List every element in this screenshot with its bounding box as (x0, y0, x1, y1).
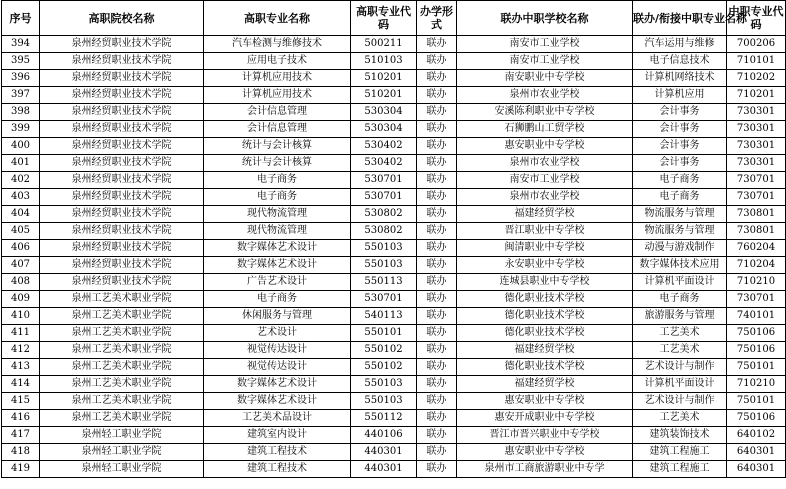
secondary-major-cell: 物流服务与管理 (633, 223, 727, 240)
table-row (2, 206, 786, 223)
major-code-cell: 550102 (351, 359, 417, 376)
major-code-cell: 530402 (351, 155, 417, 172)
table-row (2, 104, 786, 121)
major-code-cell: 550112 (351, 410, 417, 427)
table-row (2, 257, 786, 274)
mode-cell: 联办 (417, 410, 457, 427)
secondary-code-cell: 640301 (727, 461, 786, 478)
table-row (2, 291, 786, 308)
major-code-cell: 550102 (351, 342, 417, 359)
index-cell: 404 (2, 206, 40, 223)
major-cell: 计算机应用技术 (204, 70, 351, 87)
table-row (2, 427, 786, 444)
secondary-school-cell: 惠安职业中专学校 (457, 393, 633, 410)
index-cell: 415 (2, 393, 40, 410)
major-code-cell: 440106 (351, 427, 417, 444)
college-cell: 泉州工艺美术职业学院 (40, 325, 204, 342)
index-cell: 394 (2, 36, 40, 53)
major-code-cell: 530701 (351, 172, 417, 189)
table-row (2, 444, 786, 461)
secondary-school-cell: 德化职业技术学校 (457, 325, 633, 342)
secondary-school-cell: 石狮鹏山工贸学校 (457, 121, 633, 138)
mode-cell: 联办 (417, 87, 457, 104)
major-code-cell: 440301 (351, 461, 417, 478)
college-cell: 泉州工艺美术职业学院 (40, 308, 204, 325)
index-cell: 399 (2, 121, 40, 138)
secondary-school-cell: 泉州市农业学校 (457, 155, 633, 172)
secondary-major-cell: 工艺美术 (633, 342, 727, 359)
secondary-major-cell: 会计事务 (633, 104, 727, 121)
major-cell: 统计与会计核算 (204, 138, 351, 155)
index-cell: 412 (2, 342, 40, 359)
college-cell: 泉州工艺美术职业学院 (40, 342, 204, 359)
col-header-mode: 办学形式 (417, 1, 457, 36)
index-cell: 408 (2, 274, 40, 291)
table-row (2, 274, 786, 291)
secondary-code-cell: 730801 (727, 206, 786, 223)
mode-cell: 联办 (417, 308, 457, 325)
major-code-cell: 530701 (351, 189, 417, 206)
major-code-cell: 530701 (351, 291, 417, 308)
index-cell: 419 (2, 461, 40, 478)
secondary-code-cell: 730801 (727, 223, 786, 240)
major-cell: 视觉传达设计 (204, 359, 351, 376)
major-cell: 现代物流管理 (204, 206, 351, 223)
college-cell: 泉州经贸职业技术学院 (40, 189, 204, 206)
mode-cell: 联办 (417, 461, 457, 478)
mode-cell: 联办 (417, 206, 457, 223)
secondary-code-cell: 740101 (727, 308, 786, 325)
major-code-cell: 550103 (351, 240, 417, 257)
table-row (2, 376, 786, 393)
mode-cell: 联办 (417, 257, 457, 274)
table-row (2, 138, 786, 155)
secondary-code-cell: 710210 (727, 376, 786, 393)
mode-cell: 联办 (417, 444, 457, 461)
major-code-cell: 510201 (351, 87, 417, 104)
major-cell: 休闲服务与管理 (204, 308, 351, 325)
college-cell: 泉州经贸职业技术学院 (40, 138, 204, 155)
major-code-cell: 510103 (351, 53, 417, 70)
secondary-major-cell: 计算机应用 (633, 87, 727, 104)
secondary-school-cell: 南安市工业学校 (457, 172, 633, 189)
major-code-cell: 540113 (351, 308, 417, 325)
college-cell: 泉州经贸职业技术学院 (40, 206, 204, 223)
major-cell: 会计信息管理 (204, 121, 351, 138)
secondary-code-cell: 710201 (727, 87, 786, 104)
secondary-school-cell: 泉州市农业学校 (457, 87, 633, 104)
major-cell: 应用电子技术 (204, 53, 351, 70)
major-cell: 艺术设计 (204, 325, 351, 342)
col-header-index: 序号 (2, 1, 40, 36)
major-cell: 计算机应用技术 (204, 87, 351, 104)
major-code-cell: 550113 (351, 274, 417, 291)
secondary-major-cell: 艺术设计与制作 (633, 359, 727, 376)
mode-cell: 联办 (417, 104, 457, 121)
secondary-code-cell: 710202 (727, 70, 786, 87)
index-cell: 407 (2, 257, 40, 274)
index-cell: 418 (2, 444, 40, 461)
secondary-code-cell: 730701 (727, 291, 786, 308)
table-row (2, 240, 786, 257)
secondary-school-cell: 永安职业中专学校 (457, 257, 633, 274)
college-cell: 泉州经贸职业技术学院 (40, 240, 204, 257)
college-cell: 泉州经贸职业技术学院 (40, 87, 204, 104)
secondary-code-cell: 730701 (727, 189, 786, 206)
college-cell: 泉州经贸职业技术学院 (40, 70, 204, 87)
secondary-school-cell: 德化职业技术学校 (457, 359, 633, 376)
index-cell: 416 (2, 410, 40, 427)
table-row (2, 342, 786, 359)
college-cell: 泉州经贸职业技术学院 (40, 53, 204, 70)
index-cell: 403 (2, 189, 40, 206)
mode-cell: 联办 (417, 138, 457, 155)
mode-cell: 联办 (417, 121, 457, 138)
secondary-major-cell: 工艺美术 (633, 410, 727, 427)
secondary-code-cell: 730301 (727, 121, 786, 138)
col-header-major: 高职专业名称 (204, 1, 351, 36)
secondary-school-cell: 安溪陈利职业中专学校 (457, 104, 633, 121)
secondary-code-cell: 640301 (727, 444, 786, 461)
secondary-major-cell: 会计事务 (633, 138, 727, 155)
major-cell: 电子商务 (204, 291, 351, 308)
col-header-secondary-major: 联办/衔接中职专业名称 (633, 1, 727, 36)
major-cell: 数字媒体艺术设计 (204, 257, 351, 274)
secondary-major-cell: 动漫与游戏制作 (633, 240, 727, 257)
mode-cell: 联办 (417, 376, 457, 393)
header-row (2, 1, 786, 36)
major-cell: 汽车检测与维修技术 (204, 36, 351, 53)
secondary-major-cell: 建筑工程施工 (633, 461, 727, 478)
major-cell: 数字媒体艺术设计 (204, 240, 351, 257)
index-cell: 414 (2, 376, 40, 393)
secondary-major-cell: 汽车运用与维修 (633, 36, 727, 53)
secondary-code-cell: 700206 (727, 36, 786, 53)
major-cell: 电子商务 (204, 172, 351, 189)
secondary-school-cell: 晋江职业中专学校 (457, 223, 633, 240)
secondary-code-cell: 750101 (727, 359, 786, 376)
table-row (2, 359, 786, 376)
major-code-cell: 440301 (351, 444, 417, 461)
table-row (2, 53, 786, 70)
major-code-cell: 550103 (351, 257, 417, 274)
table-row (2, 36, 786, 53)
table-row (2, 172, 786, 189)
secondary-major-cell: 电子商务 (633, 291, 727, 308)
major-cell: 建筑室内设计 (204, 427, 351, 444)
college-cell: 泉州轻工职业学院 (40, 461, 204, 478)
index-cell: 395 (2, 53, 40, 70)
secondary-major-cell: 计算机网络技术 (633, 70, 727, 87)
table-row (2, 461, 786, 478)
secondary-code-cell: 730701 (727, 172, 786, 189)
college-cell: 泉州工艺美术职业学院 (40, 410, 204, 427)
secondary-school-cell: 德化职业技术学校 (457, 291, 633, 308)
mode-cell: 联办 (417, 274, 457, 291)
table-row (2, 155, 786, 172)
col-header-college: 高职院校名称 (40, 1, 204, 36)
major-cell: 建筑工程技术 (204, 444, 351, 461)
secondary-school-cell: 泉州市农业学校 (457, 189, 633, 206)
secondary-school-cell: 南安职业中专学校 (457, 70, 633, 87)
secondary-major-cell: 电子信息技术 (633, 53, 727, 70)
table-row (2, 87, 786, 104)
secondary-major-cell: 会计事务 (633, 155, 727, 172)
mode-cell: 联办 (417, 342, 457, 359)
college-cell: 泉州经贸职业技术学院 (40, 172, 204, 189)
index-cell: 402 (2, 172, 40, 189)
enrollment-table (1, 0, 786, 478)
college-cell: 泉州经贸职业技术学院 (40, 257, 204, 274)
secondary-school-cell: 南安市工业学校 (457, 53, 633, 70)
major-code-cell: 530304 (351, 104, 417, 121)
college-cell: 泉州工艺美术职业学院 (40, 359, 204, 376)
table-row (2, 393, 786, 410)
major-cell: 广告艺术设计 (204, 274, 351, 291)
table-row (2, 410, 786, 427)
college-cell: 泉州经贸职业技术学院 (40, 223, 204, 240)
major-cell: 视觉传达设计 (204, 342, 351, 359)
major-cell: 会计信息管理 (204, 104, 351, 121)
index-cell: 409 (2, 291, 40, 308)
major-code-cell: 530802 (351, 206, 417, 223)
table-row (2, 308, 786, 325)
secondary-code-cell: 750106 (727, 325, 786, 342)
mode-cell: 联办 (417, 393, 457, 410)
secondary-major-cell: 艺术设计与制作 (633, 393, 727, 410)
secondary-school-cell: 惠安职业中专学校 (457, 138, 633, 155)
mode-cell: 联办 (417, 291, 457, 308)
index-cell: 411 (2, 325, 40, 342)
index-cell: 398 (2, 104, 40, 121)
mode-cell: 联办 (417, 240, 457, 257)
major-cell: 电子商务 (204, 189, 351, 206)
major-cell: 统计与会计核算 (204, 155, 351, 172)
major-code-cell: 510201 (351, 70, 417, 87)
college-cell: 泉州经贸职业技术学院 (40, 155, 204, 172)
college-cell: 泉州工艺美术职业学院 (40, 393, 204, 410)
secondary-code-cell: 750106 (727, 410, 786, 427)
table-row (2, 70, 786, 87)
secondary-major-cell: 建筑工程施工 (633, 444, 727, 461)
secondary-school-cell: 泉州市工商旅游职业中专学 (457, 461, 633, 478)
index-cell: 401 (2, 155, 40, 172)
table-row (2, 121, 786, 138)
secondary-major-cell: 建筑装饰技术 (633, 427, 727, 444)
secondary-school-cell: 德化职业技术学校 (457, 308, 633, 325)
index-cell: 413 (2, 359, 40, 376)
college-cell: 泉州经贸职业技术学院 (40, 121, 204, 138)
college-cell: 泉州工艺美术职业学院 (40, 291, 204, 308)
mode-cell: 联办 (417, 427, 457, 444)
major-code-cell: 550103 (351, 376, 417, 393)
secondary-school-cell: 闽清职业中专学校 (457, 240, 633, 257)
col-header-secondary-code: 中职专业代码 (727, 1, 786, 36)
secondary-school-cell: 福建经贸学校 (457, 342, 633, 359)
mode-cell: 联办 (417, 325, 457, 342)
secondary-major-cell: 工艺美术 (633, 325, 727, 342)
secondary-school-cell: 惠安职业中专学校 (457, 444, 633, 461)
college-cell: 泉州工艺美术职业学院 (40, 376, 204, 393)
major-cell: 建筑工程技术 (204, 461, 351, 478)
table-row (2, 189, 786, 206)
index-cell: 396 (2, 70, 40, 87)
table-row (2, 223, 786, 240)
major-code-cell: 500211 (351, 36, 417, 53)
major-code-cell: 550101 (351, 325, 417, 342)
mode-cell: 联办 (417, 359, 457, 376)
secondary-code-cell: 640102 (727, 427, 786, 444)
secondary-school-cell: 惠安开成职业中专学校 (457, 410, 633, 427)
secondary-major-cell: 物流服务与管理 (633, 206, 727, 223)
mode-cell: 联办 (417, 172, 457, 189)
col-header-secondary-school: 联办中职学校名称 (457, 1, 633, 36)
major-cell: 数字媒体艺术设计 (204, 393, 351, 410)
secondary-major-cell: 电子商务 (633, 189, 727, 206)
mode-cell: 联办 (417, 189, 457, 206)
secondary-school-cell: 南安市工业学校 (457, 36, 633, 53)
secondary-major-cell: 会计事务 (633, 121, 727, 138)
mode-cell: 联办 (417, 223, 457, 240)
major-cell: 工艺美术品设计 (204, 410, 351, 427)
secondary-school-cell: 福建经贸学校 (457, 376, 633, 393)
mode-cell: 联办 (417, 53, 457, 70)
index-cell: 397 (2, 87, 40, 104)
mode-cell: 联办 (417, 155, 457, 172)
major-code-cell: 550103 (351, 393, 417, 410)
major-code-cell: 530802 (351, 223, 417, 240)
secondary-major-cell: 计算机平面设计 (633, 376, 727, 393)
secondary-code-cell: 730301 (727, 138, 786, 155)
secondary-code-cell: 710204 (727, 257, 786, 274)
secondary-code-cell: 750101 (727, 393, 786, 410)
secondary-major-cell: 计算机平面设计 (633, 274, 727, 291)
secondary-code-cell: 760204 (727, 240, 786, 257)
table-row (2, 325, 786, 342)
major-code-cell: 530304 (351, 121, 417, 138)
secondary-major-cell: 旅游服务与管理 (633, 308, 727, 325)
mode-cell: 联办 (417, 70, 457, 87)
secondary-code-cell: 730301 (727, 104, 786, 121)
secondary-major-cell: 数字媒体技术应用 (633, 257, 727, 274)
college-cell: 泉州经贸职业技术学院 (40, 104, 204, 121)
index-cell: 410 (2, 308, 40, 325)
college-cell: 泉州轻工职业学院 (40, 427, 204, 444)
major-cell: 数字媒体艺术设计 (204, 376, 351, 393)
secondary-code-cell: 710210 (727, 274, 786, 291)
table-body (2, 36, 786, 478)
secondary-school-cell: 连城县职业中专学校 (457, 274, 633, 291)
secondary-school-cell: 晋江市晋兴职业中专学校 (457, 427, 633, 444)
col-header-major-code: 高职专业代码 (351, 1, 417, 36)
secondary-code-cell: 750106 (727, 342, 786, 359)
secondary-code-cell: 730301 (727, 155, 786, 172)
major-code-cell: 530402 (351, 138, 417, 155)
major-cell: 现代物流管理 (204, 223, 351, 240)
college-cell: 泉州轻工职业学院 (40, 444, 204, 461)
index-cell: 417 (2, 427, 40, 444)
index-cell: 406 (2, 240, 40, 257)
secondary-code-cell: 710101 (727, 53, 786, 70)
secondary-major-cell: 电子商务 (633, 172, 727, 189)
secondary-school-cell: 福建经贸学校 (457, 206, 633, 223)
college-cell: 泉州经贸职业技术学院 (40, 36, 204, 53)
index-cell: 400 (2, 138, 40, 155)
mode-cell: 联办 (417, 36, 457, 53)
college-cell: 泉州经贸职业技术学院 (40, 274, 204, 291)
index-cell: 405 (2, 223, 40, 240)
